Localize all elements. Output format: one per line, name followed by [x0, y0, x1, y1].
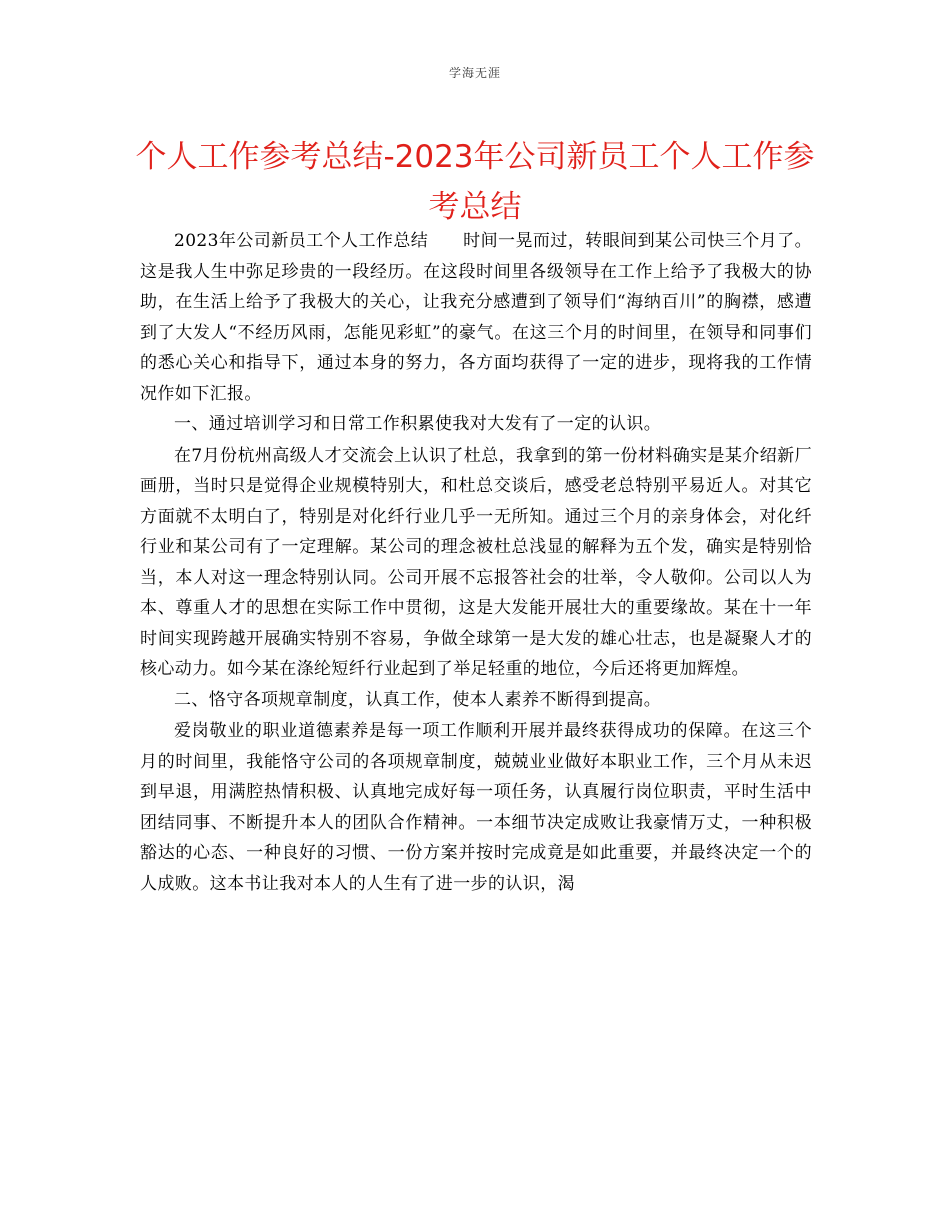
section-heading-2: 二、恪守各项规章制度，认真工作，使本人素养不断得到提高。 [174, 689, 662, 710]
paragraph-section-2: 爱岗敬业的职业道德素养是每一项工作顺利开展并最终获得成功的保障。在这三个月的时间里，我能恪守公司的各项规章制度，兢兢业业做好本职业工作，三个月从未迟到早退，用满腔热情积极、认真地完成好每一项任务，认真履行岗位职责，平时生活中团结同事、不断提升本人的团队合作精神。一本细节决定成败让我豪情万丈，一种积极豁达的心态、一种良好的习惯、一份方案并按时完成竟是如此重要，并最终决定一个的人成败。这本书让我对本人的人生有了进一步的认识，渴 [140, 721, 812, 894]
paragraph-section-1: 在7月份杭州高级人才交流会上认识了杜总，我拿到的第一份材料确实是某介绍新厂画册，当时只是觉得企业规模特别大，和杜总交谈后，感受老总特别平易近人。对其它方面就不太明白了，特别是对化纤行业几乎一无所知。通过三个月的亲身体会，对化纤行业和某公司有了一定理解。某公司的理念被杜总浅显的解释为五个发，确实是特别恰当，本人对这一理念特别认同。公司开展不忘报答社会的壮举，令人敬仰。公司以人为本、尊重人才的思想在实际工作中贯彻，这是大发能开展壮大的重要缘故。某在十一年时间实现跨越开展确实特别不容易，争做全球第一是大发的雄心壮志，也是凝聚人才的核心动力。如今某在涤纶短纤行业起到了举足轻重的地位，今后还将更加辉煌。 [140, 445, 812, 679]
document-body [140, 226, 812, 899]
section-heading-1: 一、通过培训学习和日常工作积累使我对大发有了一定的认识。 [174, 414, 662, 434]
paragraph-intro: 2023年公司新员工个人工作总结 时间一晃而过，转眼间到某公司快三个月了。这是我人生中弥足珍贵的一段经历。在这段时间里各级领导在工作上给予了我极大的协助，在生活上给予了我极大的关心，让我充分感遭到了领导们“海纳百川”的胸襟，感遭到了大发人“不经历风雨，怎能见彩虹”的豪气。在这三个月的时间里，在领导和同事们的悉心关心和指导下，通过本身的努力，各方面均获得了一定的进步，现将我的工作情况作如下汇报。 [140, 231, 812, 404]
page-header: 学海无涯 [448, 66, 501, 80]
document-title: 个人工作参考总结-2023年公司新员工个人工作参考总结 [135, 139, 815, 225]
